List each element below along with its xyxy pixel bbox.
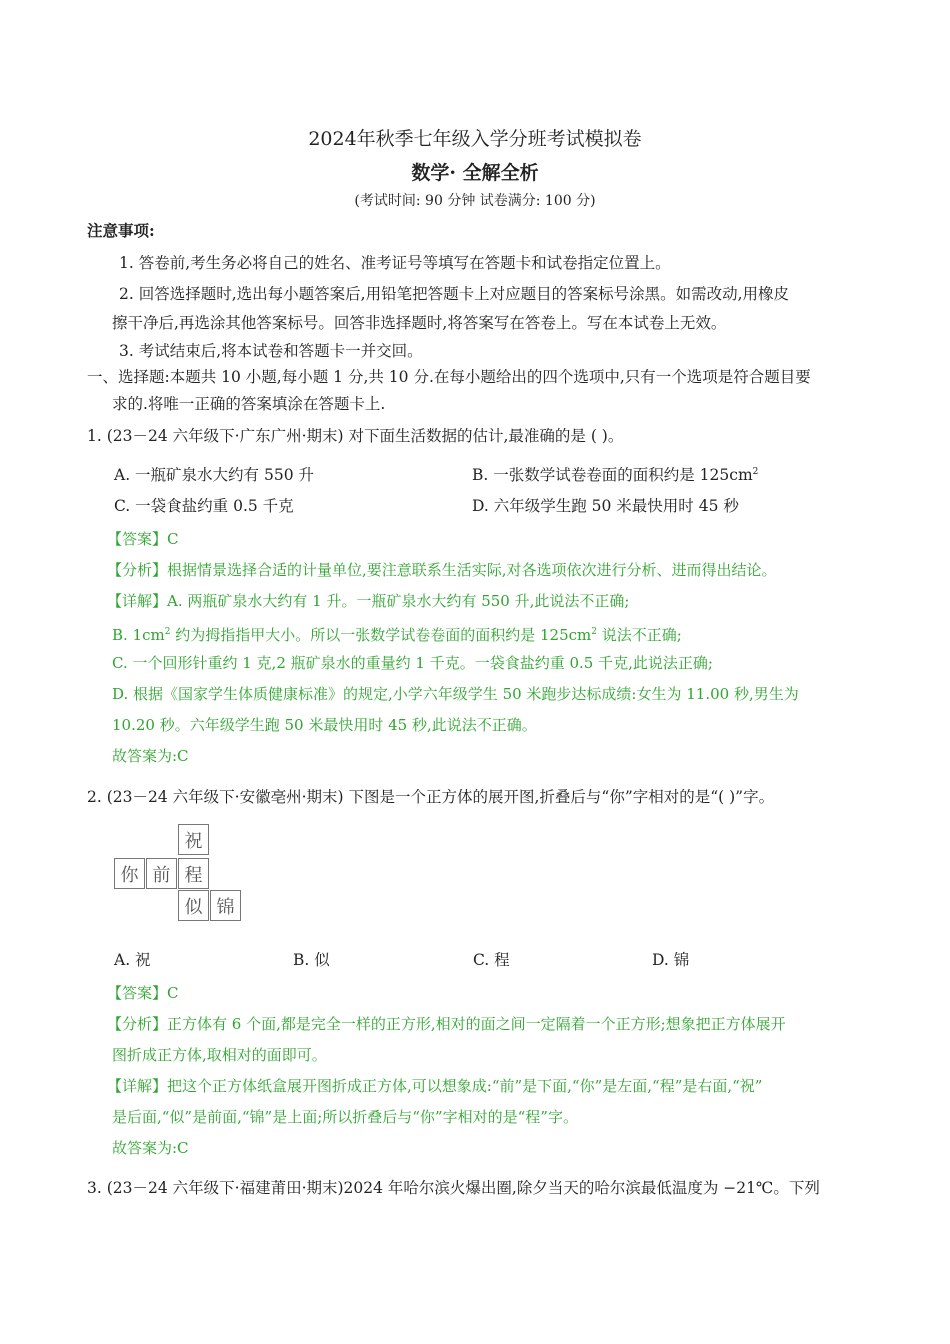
q2-final: 故答案为:C (112, 1139, 189, 1157)
net-cell-jin: 锦 (210, 890, 241, 921)
q1-option-c: C. 一袋食盐约重 0.5 千克 (114, 497, 294, 515)
q1-option-b-text: B. 一张数学试卷卷面的面积约是 125cm (472, 466, 753, 484)
q1-detail-1: 【详解】A. 两瓶矿泉水大约有 1 升。一瓶矿泉水大约有 550 升,此说法不正确; (107, 592, 630, 610)
q1-option-d: D. 六年级学生跑 50 米最快用时 45 秒 (472, 497, 739, 515)
notice-item-2-cont: 擦干净后,再选涂其他答案标号。回答非选择题时,将答案写在答卷上。写在本试卷上无效。 (112, 314, 727, 332)
q1-detail-4: D. 根据《国家学生体质健康标准》的规定,小学六年级学生 50 米跑步达标成绩:女生为 11.00 秒,男生为 (112, 685, 799, 703)
net-cell-si: 似 (178, 890, 209, 921)
q1-detail-2 (112, 621, 682, 646)
section-heading-cont: 求的.将唯一正确的答案填涂在答题卡上. (112, 395, 386, 413)
q1-detail-2-sup1: 2 (164, 627, 171, 637)
q2-option-a: A. 祝 (114, 951, 151, 969)
notice-item-1: 1. 答卷前,考生务必将自己的姓名、准考证号等填写在答题卡和试卷指定位置上。 (119, 254, 671, 272)
q3-stem: 3. (23－24 六年级下·福建莆田·期末)2024 年哈尔滨火爆出圈,除夕当天的哈尔滨最低温度为 −21℃。下列 (87, 1179, 820, 1197)
q1-detail-5: 10.20 秒。六年级学生跑 50 米最快用时 45 秒,此说法不正确。 (112, 716, 537, 734)
q1-option-b-sup: 2 (752, 466, 759, 477)
q1-detail-2c: 说法不正确; (597, 626, 682, 644)
page-subtitle: 数学· 全解全析 (411, 162, 539, 184)
q2-option-c: C. 程 (473, 951, 510, 969)
q1-option-b (472, 463, 758, 485)
net-cell-zhu: 祝 (178, 824, 209, 855)
q1-detail-2-sup2: 2 (591, 627, 597, 637)
q1-final: 故答案为:C (112, 747, 189, 765)
q2-detail-2: 是后面,“似”是前面,“锦”是上面;所以折叠后与“你”字相对的是“程”字。 (112, 1108, 578, 1126)
q2-analysis-2: 图折成正方体,取相对的面即可。 (112, 1046, 327, 1064)
q2-option-d: D. 锦 (652, 951, 690, 969)
page-title: 2024年秋季七年级入学分班考试模拟卷 (308, 128, 642, 150)
notice-item-2: 2. 回答选择题时,选出每小题答案后,用铅笔把答题卡上对应题目的答案标号涂黑。如需改动,用橡皮 (119, 285, 789, 303)
exam-info: (考试时间: 90 分钟 试卷满分: 100 分) (354, 193, 596, 209)
q1-detail-3: C. 一个回形针重约 1 克,2 瓶矿泉水的重量约 1 千克。一袋食盐约重 0.5 千克,此说法正确; (112, 654, 713, 672)
q2-detail-1: 【详解】把这个正方体纸盒展开图折成正方体,可以想象成:“前”是下面,“你”是左面,“程”是右面,“祝” (107, 1077, 763, 1095)
notice-item-3: 3. 考试结束后,将本试卷和答题卡一并交回。 (119, 342, 423, 360)
q1-detail-2b: 约为拇指指甲大小。所以一张数学试卷卷面的面积约是 125cm (170, 626, 592, 644)
q1-detail-2a: B. 1cm (112, 626, 165, 644)
net-cell-cheng: 程 (178, 858, 209, 889)
q2-option-b: B. 似 (293, 951, 330, 969)
section-heading: 一、选择题:本题共 10 小题,每小题 1 分,共 10 分.在每小题给出的四个选项中,只有一个选项是符合题目要 (87, 368, 811, 386)
q1-stem: 1. (23－24 六年级下·广东广州·期末) 对下面生活数据的估计,最准确的是 ( )。 (87, 427, 624, 445)
q2-analysis-1: 【分析】正方体有 6 个面,都是完全一样的正方形,相对的面之间一定隔着一个正方形;想象把正方体展开 (107, 1015, 786, 1033)
q1-answer: 【答案】C (107, 530, 179, 548)
q2-answer: 【答案】C (107, 984, 179, 1002)
q1-option-a: A. 一瓶矿泉水大约有 550 升 (114, 466, 314, 484)
q2-stem: 2. (23－24 六年级下·安徽亳州·期末) 下图是一个正方体的展开图,折叠后与“你”字相对的是“( )”字。 (87, 788, 775, 806)
net-cell-qian: 前 (146, 858, 177, 889)
net-cell-ni: 你 (114, 858, 145, 889)
cube-net-figure (112, 824, 244, 924)
notice-heading: 注意事项: (87, 221, 155, 240)
q1-analysis: 【分析】根据情景选择合适的计量单位,要注意联系生活实际,对各选项依次进行分析、进而得出结论。 (107, 561, 777, 579)
